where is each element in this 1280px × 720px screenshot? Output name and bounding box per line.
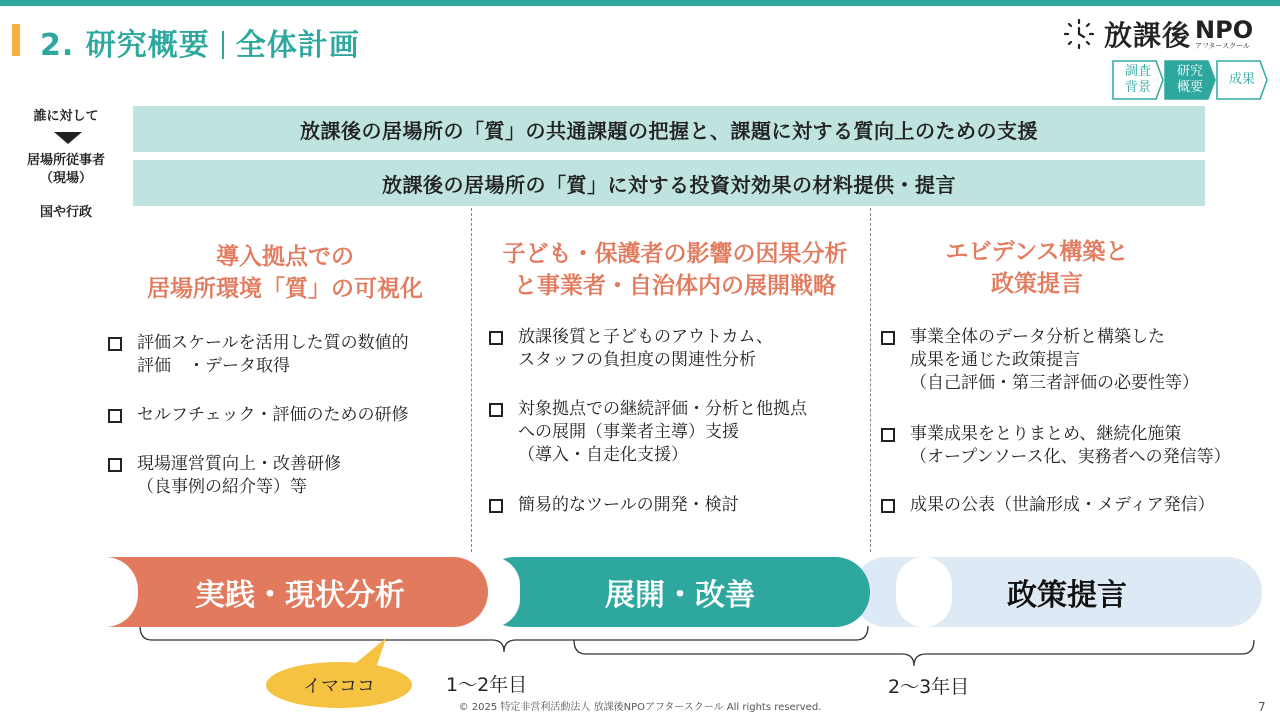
checkbox-icon [489,499,503,513]
logo-npo-text: NPO [1195,16,1254,44]
column-title-2 [478,238,872,302]
list-item-line: セルフチェック・評価のための研修 [137,405,409,425]
column-title-3 [872,236,1202,300]
phase-deployment-improvement [480,557,870,627]
top-accent-bar [0,0,1280,6]
clock-logo-icon [1062,17,1096,51]
step-label-line2: 概要 [1176,80,1203,95]
logo-sub-text: アフタースクール [1195,42,1251,50]
period-label-1: 1〜2年目 [446,674,528,696]
logo-npo [1195,18,1253,50]
phase-label: 実践・現状分析 [195,578,405,613]
checkbox-icon [108,337,122,351]
goal-band-1: 放課後の居場所の「質」の共通課題の把握と、課題に対する質向上のための支援 [133,106,1205,152]
list-item [910,494,1215,517]
checkbox-icon [108,458,122,472]
down-arrow-icon [54,132,82,144]
step-label-line1: 調査 [1124,64,1151,79]
section-number: 2. [40,28,75,63]
step-research-overview[interactable] [1164,60,1216,100]
list-item [910,423,1231,469]
column-title-line2: 政策提言 [991,271,1083,297]
page-number: 7 [1258,700,1266,714]
list-item-line: （良事例の紹介等）等 [137,477,307,497]
list-item [137,453,341,499]
step-label-line1: 研究 [1176,64,1203,79]
list-item-line: 対象拠点での継続評価・分析と他拠点 [518,399,807,419]
list-item [518,494,739,517]
list-item-line: 現場運営質向上・改善研修 [137,454,341,474]
checkbox-icon [489,403,503,417]
list-item-line: 簡易的なツールの開発・検討 [518,495,739,515]
checkbox-icon [881,499,895,513]
phase-label: 展開・改善 [605,578,755,613]
audience-group-field [10,152,122,188]
list-item-line: 事業成果をとりまとめ、継続化施策 [910,424,1182,444]
title-part1: 研究概要 [85,28,210,63]
checkbox-icon [108,409,122,423]
list-item [137,332,409,378]
callout-text: イマココ [303,676,375,697]
list-item [518,398,807,467]
checkbox-icon [881,428,895,442]
column-title-line1: 導入拠点での [216,244,354,270]
audience-label: 誰に対して [33,109,99,124]
logo-name: 放課後 [1104,19,1192,52]
list-item-line: 事業全体のデータ分析と構築した [910,327,1165,347]
goal-band-2: 放課後の居場所の「質」に対する投資対効果の材料提供・提言 [133,160,1205,206]
phase-label: 政策提言 [1007,578,1127,613]
column-title-line1: エビデンス構築と [945,239,1129,265]
list-item-line: への展開（事業者主導）支援 [518,422,739,442]
list-item-line: （オープンソース化、実務者への発信等） [910,447,1231,467]
period-brace-2 [572,640,1256,668]
list-item-line: 成果の公表（世論形成・メディア発信） [910,495,1215,515]
column-title-1 [90,241,480,305]
checkbox-icon [881,331,895,345]
audience-group-line1: 居場所従事者 [26,153,105,168]
org-logo [1062,16,1253,52]
list-item-line: （導入・自走化支援） [518,445,688,465]
title-part2: 全体計画 [235,28,360,63]
list-item-line: 評価 ・データ取得 [137,356,290,376]
checkbox-icon [489,331,503,345]
list-item-line: スタッフの負担度の関連性分析 [518,350,756,370]
list-item [910,326,1199,395]
list-item-line: （自己評価・第三者評価の必要性等） [910,373,1199,393]
step-label-line2: 背景 [1124,80,1151,95]
list-item [518,326,773,372]
title-separator [222,31,224,59]
period-label-2: 2〜3年目 [888,676,970,698]
list-item-line: 成果を通じた政策提言 [910,350,1080,370]
copyright-footer: © 2025 特定非営利活動法人 放課後NPOアフタースクール All rights reserved. [458,702,822,713]
column-title-line1: 子ども・保護者の影響の因果分析 [502,241,848,267]
list-item-line: 放課後質と子どものアウトカム、 [518,327,773,347]
title-accent-mark [12,24,20,56]
list-item-line: 評価スケールを活用した質の数値的 [137,333,409,353]
phase-notch [896,557,952,627]
audience-group-line2: （現場） [39,171,92,186]
column-title-line2: と事業者・自治体内の展開戦略 [514,273,836,299]
list-item [137,404,409,427]
step-results[interactable] [1216,60,1268,100]
audience-group-government: 国や行政 [39,205,92,220]
step-survey-background[interactable] [1112,60,1164,100]
step-label-line1: 成果 [1228,72,1255,87]
page-title [40,20,360,64]
phase-notch [72,557,138,627]
column-title-line2: 居場所環境「質」の可視化 [147,276,423,302]
